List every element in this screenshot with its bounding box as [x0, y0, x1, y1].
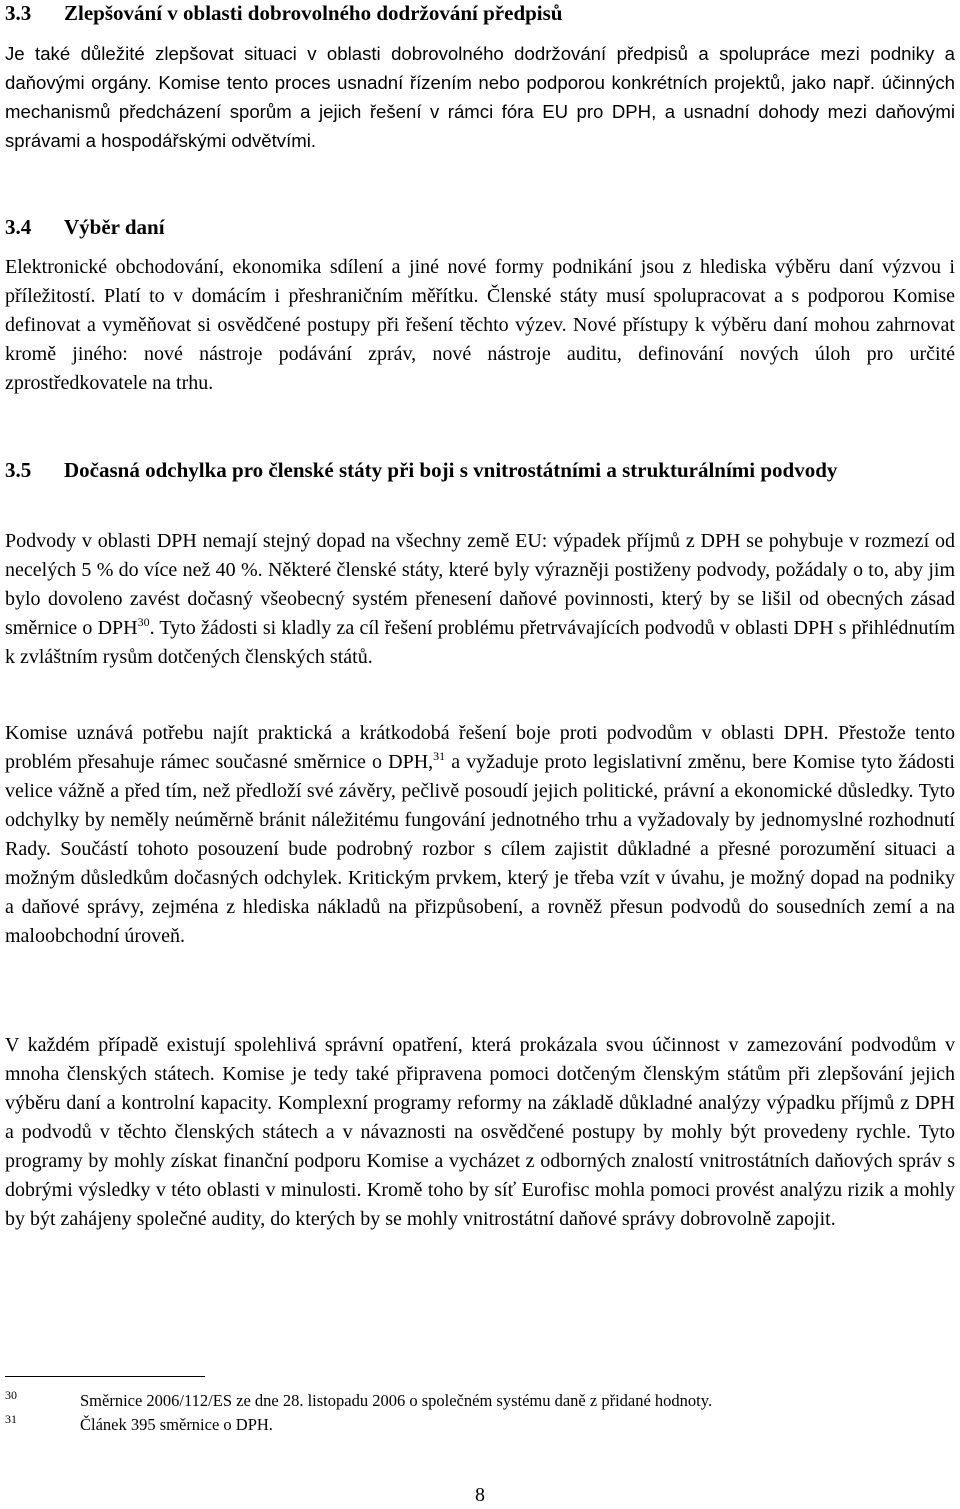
- footnote-number: 30: [5, 1388, 17, 1402]
- footnote-text: Směrnice 2006/112/ES ze dne 28. listopadu 2006 o společném systému daně z přidané hodnoty.: [80, 1391, 713, 1410]
- section-title: Dočasná odchylka pro členské státy při boji s vnitrostátními a strukturálními podvody: [64, 458, 838, 482]
- section-heading-3-5: [5, 456, 954, 485]
- section-number: 3.5: [5, 458, 32, 482]
- paragraph-text: . Tyto žádosti si kladly za cíl řešení problému přetrvávajících podvodů v oblasti DPH s přihlédnutím k zvláštním rysům dotčených členských států.: [5, 617, 955, 668]
- paragraph-text: Podvody v oblasti DPH nemají stejný dopad na všechny země EU: výpadek příjmů z DPH se pohybuje v rozmezí od necelých 5 % do více než 40 %. Některé členské státy, které byly výrazněji postiženy podvody, požádaly o to, aby jim bylo dovoleno zavést dočasný všeobecný systém přenesení daňové povinnosti, který by se lišil od obecných zásad směrnice o DPH: [5, 530, 955, 639]
- footnote-ref-30[interactable]: 30: [137, 615, 150, 629]
- footnote-text: Článek 395 směrnice o DPH.: [80, 1415, 273, 1434]
- paragraph-text: Komise uznává potřebu najít praktická a krátkodobá řešení boje proti podvodům v oblasti DPH. Přestože tento problém přesahuje rámec současné směrnice o DPH,: [5, 722, 955, 773]
- section-title: Výběr daní: [64, 215, 165, 239]
- section-number: 3.3: [5, 1, 32, 25]
- footnote-ref-31[interactable]: 31: [433, 749, 446, 763]
- section-title: Zlepšování v oblasti dobrovolného dodržování předpisů: [64, 1, 563, 25]
- section-heading-3-3: [5, 0, 954, 28]
- paragraph: [5, 527, 955, 672]
- paragraph: V každém případě existují spolehlivá správní opatření, která prokázala svou účinnost v zamezování podvodům v mnoha členských státech. Komise je tedy také připravena pomoci dotčeným členským státům při zlepšování jejich výběru daní a kontrolní kapacity. Komplexní programy reformy na základě důkladné analýzy výpadku příjmů z DPH a podvodů v těchto členských státech a v návaznosti na osvědčené postupy by mohly být provedeny rychle. Tyto programy by mohly získat finanční podporu Komise a vycházet z odborných znalostí vnitrostátních daňových správ s dobrými výsledky v této oblasti v minulosti. Kromě toho by síť Eurofisc mohla pomoci provést analýzu rizik a mohly by být zahájeny společné audity, do kterých by se mohly vnitrostátní daňové správy dobrovolně zapojit.: [5, 1034, 955, 1230]
- section-number: 3.4: [5, 215, 32, 239]
- footnote-divider: [5, 1376, 205, 1377]
- paragraph: Je také důležité zlepšovat situaci v oblasti dobrovolného dodržování předpisů a spolupráce mezi podniky a daňovými orgány. Komise tento proces usnadní řízením nebo podporou konkrétních projektů, jako např. účinných mechanismů předcházení sporům a jejich řešení v rámci fóra EU pro DPH, a usnadní dohody mezi daňovými správami a hospodářskými odvětvími.: [5, 43, 955, 151]
- page-number: 8: [475, 1484, 485, 1506]
- footnote-number: 31: [5, 1412, 17, 1426]
- paragraph: Elektronické obchodování, ekonomika sdílení a jiné nové formy podnikání jsou z hlediska výběru daní výzvou i příležitostí. Platí to v domácím i přeshraničním měřítku. Členské státy musí spolupracovat a s podporou Komise definovat a vyměňovat si osvědčené postupy při řešení těchto výzev. Nové přístupy k výběru daní mohou zahrnovat kromě jiného: nové nástroje podávání zpráv, nové nástroje auditu, definování nových úloh pro určité zprostředkovatele na trhu.: [5, 256, 955, 394]
- paragraph-text: a vyžaduje proto legislativní změnu, bere Komise tyto žádosti velice vážně a před tím, než předloží své závěry, pečlivě posoudí jejich politické, právní a ekonomické důsledky. Tyto odchylky by neměly neúměrně bránit náležitému fungování jednotného trhu a vyžadovaly by jednomyslné rozhodnutí Rady. Součástí tohoto posouzení bude podrobný rozbor s cílem zajistit důkladné a přesné porozumění situaci a možným důsledkům dočasných odchylek. Kritickým prvkem, který je třeba vzít v úvahu, je možný dopad na podniky a daňové správy, zejména z hlediska nákladů na přizpůsobení, a rovněž přesun podvodů do sousedních zemí a na maloobchodní úroveň.: [5, 751, 955, 947]
- paragraph: [5, 719, 955, 951]
- section-heading-3-4: [5, 213, 954, 242]
